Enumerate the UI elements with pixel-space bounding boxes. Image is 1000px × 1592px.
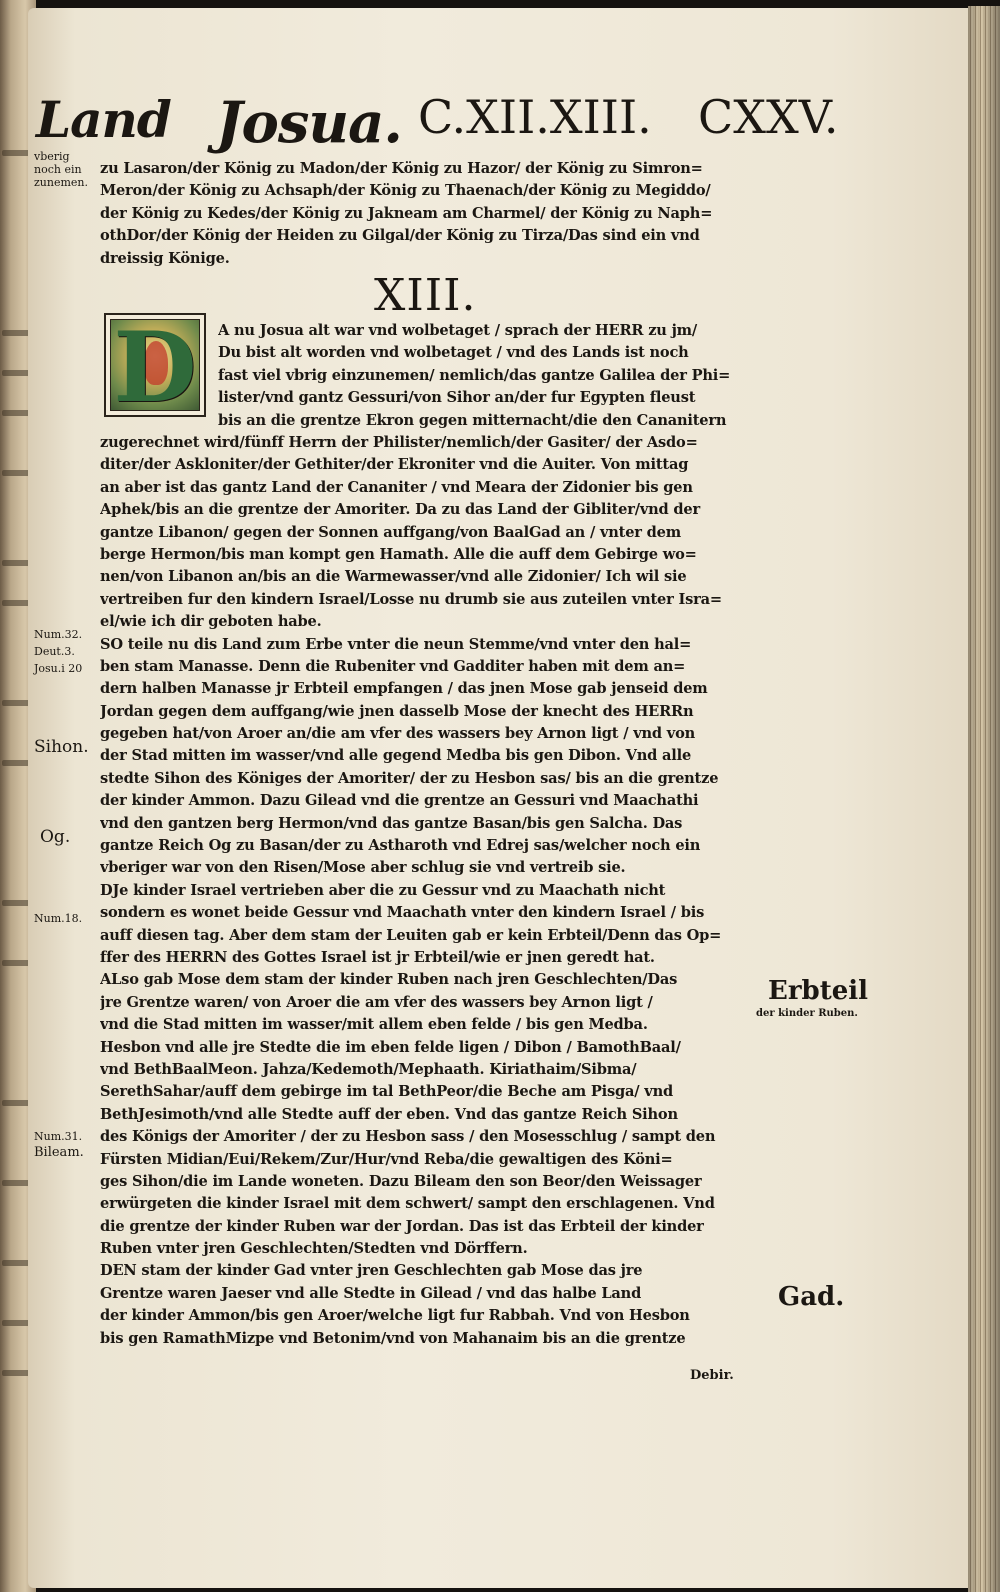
text-line: lister/vnd gantz Gessuri/von Sihor an/der fur Egypten fleust [218, 389, 696, 407]
text-line: Du bist alt worden vnd wolbetaget / vnd des Lands ist noch [218, 344, 689, 362]
text-line: DEN stam der kinder Gad vnter jren Geschlechten gab Mose das jre [100, 1262, 643, 1280]
text-line: Grentze waren Jaeser vnd alle Stedte in Gilead / vnd das halbe Land [100, 1284, 642, 1302]
margin-ref-num31: Num.31. [34, 1130, 83, 1143]
text-line: Jordan gegen dem auffgang/wie jnen dasselb Mose der knecht des HERRn [100, 702, 694, 720]
folio-number: CXXV. [698, 90, 839, 144]
text-line: ges Sihon/die im Lande woneten. Dazu Bileam den son Beor/den Weissager [100, 1172, 702, 1190]
text-line: BethJesimoth/vnd alle Stedte auff der eben. Vnd das gantze Reich Sihon [100, 1105, 678, 1123]
text-line: Aphek/bis an die grentze der Amoriter. Da zu das Land der Gibliter/vnd der [100, 501, 700, 519]
text-line: diter/der Askloniter/der Gethiter/der Ekroniter vnd die Auiter. Von mittag [100, 456, 689, 474]
margin-ref-josu20: Josu.i 20 [34, 662, 83, 675]
initial-text [218, 320, 763, 432]
text-line: der kinder Ammon. Dazu Gilead vnd die grentze an Gessuri vnd Maachathi [100, 792, 699, 810]
text-line: des Königs der Amoriter / der zu Hesbon sass / den Mosesschlug / sampt den [100, 1128, 716, 1146]
intro-text [100, 158, 760, 270]
text-line: sondern es wonet beide Gessur vnd Maachath vnter den kindern Israel / bis [100, 904, 705, 922]
margin-note-bileam: Bileam. [34, 1145, 84, 1160]
margin-ref-num32: Num.32. [34, 628, 83, 641]
margin-note-og: Og. [40, 827, 71, 847]
text-line: nen/von Libanon an/bis an die Warmewasser/vnd alle Zidonier/ Ich wil sie [100, 568, 687, 586]
initial-letter: D [113, 311, 197, 424]
margin-note-sihon: Sihon. [34, 737, 89, 757]
text-line: gantze Libanon/ gegen der Sonnen auffgang/von BaalGad an / vnter dem [100, 523, 681, 541]
text-line: an aber ist das gantz Land der Cananiter / vnd Meara der Zidonier bis gen [100, 478, 693, 496]
text-line: gantze Reich Og zu Basan/der zu Astharoth vnd Edrej sas/welcher noch ein [100, 837, 701, 855]
text-line: vnd den gantzen berg Hermon/vnd das gantze Basan/bis gen Salcha. Das [100, 814, 683, 832]
text-line: SerethSahar/auff dem gebirge im tal BethPeor/die Beche am Pisga/ vnd [100, 1083, 673, 1101]
text-line: ALso gab Mose dem stam der kinder Ruben nach jren Geschlechten/Das [100, 971, 678, 989]
text-line [100, 1350, 760, 1372]
text-line: die grentze der kinder Ruben war der Jordan. Das ist das Erbteil der kinder [100, 1217, 704, 1235]
page-edges [968, 6, 1000, 1592]
text-line: DJe kinder Israel vertrieben aber die zu Gessur vnd zu Maachath nicht [100, 881, 666, 899]
text-line: vertreiben fur den kindern Israel/Losse nu drumb sie aus zuteilen vnter Isra= [100, 590, 722, 608]
text-line: Hesbon vnd alle jre Stedte die im eben felde ligen / Dibon / BamothBaal/ [100, 1038, 681, 1056]
text-line: A nu Josua alt war vnd wolbetaget / sprach der HERR zu jm/ [218, 322, 698, 339]
margin-note-gad: Gad. [778, 1282, 845, 1312]
text-line: der kinder Ammon/bis gen Aroer/welche ligt fur Rabbah. Vnd von Hesbon [100, 1307, 690, 1325]
text-line: berge Hermon/bis man kompt gen Hamath. Alle die auff dem Gebirge wo= [100, 545, 697, 563]
text-line: Meron/der König zu Achsaph/der König zu Thaenach/der König zu Megiddo/ [100, 182, 711, 200]
text-line: vnd BethBaalMeon. Jahza/Kedemoth/Mephaath. Kiriathaim/Sibma/ [100, 1060, 637, 1078]
text-line: gegeben hat/von Aroer an/die am vfer des wassers bey Arnon ligt / vnd von [100, 725, 696, 743]
margin-note-erbteil-sub: der kinder Ruben. [756, 1008, 858, 1019]
running-head-book: Josua. [216, 90, 402, 156]
running-head-chapters: C.XII.XIII. [418, 90, 652, 144]
running-head-land: Land [36, 90, 171, 149]
text-line: bis an die grentze Ekron gegen mitternacht/die den Cananitern [218, 411, 727, 429]
text-line: dern halben Manasse jr Erbteil empfangen / das jnen Mose gab jenseid dem [100, 680, 708, 698]
text-line: zugerechnet wird/fünff Herrn der Philister/nemlich/der Gasiter/ der Asdo= [100, 434, 698, 451]
margin-ref-num18: Num.18. [34, 912, 83, 925]
text-line: bis gen RamathMizpe vnd Betonim/vnd von Mahanaim bis an die grentze [100, 1329, 686, 1347]
body-text [100, 432, 760, 1372]
text-line: SO teile nu dis Land zum Erbe vnter die neun Stemme/vnd vnter den hal= [100, 635, 692, 653]
decorated-initial [104, 311, 206, 424]
text-line: jre Grentze waren/ von Aroer die am vfer des wassers bey Arnon ligt / [100, 993, 653, 1011]
text-line: stedte Sihon des Königes der Amoriter/ der zu Hesbon sas/ bis an die grentze [100, 769, 719, 787]
text-line: vnd die Stad mitten im wasser/mit allem eben felde / bis gen Medba. [100, 1016, 648, 1034]
text-line: dreissig Könige. [100, 249, 230, 267]
running-head [36, 90, 916, 156]
text-line: el/wie ich dir geboten habe. [100, 613, 322, 631]
margin-ref-deut3: Deut.3. [34, 645, 75, 658]
text-line: Ruben vnter jren Geschlechten/Stedten vnd Dörffern. [100, 1240, 528, 1258]
text-line: Fürsten Midian/Eui/Rekem/Zur/Hur/vnd Reba/die gewaltigen des Köni= [100, 1150, 673, 1168]
text-line: der König zu Kedes/der König zu Jakneam am Charmel/ der König zu Naph= [100, 204, 713, 222]
chapter-heading: XIII. [374, 270, 477, 321]
text-line: fast viel vbrig einzunemen/ nemlich/das gantze Galilea der Phi= [218, 366, 731, 384]
text-line: auff diesen tag. Aber dem stam der Leuiten gab er kein Erbteil/Denn das Op= [100, 926, 722, 944]
text-line: ben stam Manasse. Denn die Rubeniter vnd Gadditer haben mit dem an= [100, 657, 686, 675]
text-line: zu Lasaron/der König zu Madon/der König zu Hazor/ der König zu Simron= [100, 160, 703, 177]
margin-note-erbteil: Erbteil [768, 976, 869, 1006]
text-line: vberiger war von den Risen/Mose aber schlug sie vnd vertreib sie. [100, 859, 626, 877]
text-line: der Stad mitten im wasser/vnd alle gegend Medba bis gen Dibon. Vnd alle [100, 747, 692, 765]
text-line: ffer des HERRN des Gottes Israel ist jr Erbteil/wie er jnen geredt hat. [100, 948, 655, 966]
catchword: Debir. [690, 1368, 734, 1383]
text-line: erwürgeten die kinder Israel mit dem schwert/ sampt den erschlagenen. Vnd [100, 1195, 715, 1213]
margin-note-top: vberig noch ein zunemen. [34, 150, 88, 189]
text-line: othDor/der König der Heiden zu Gilgal/der König zu Tirza/Das sind ein vnd [100, 227, 700, 245]
